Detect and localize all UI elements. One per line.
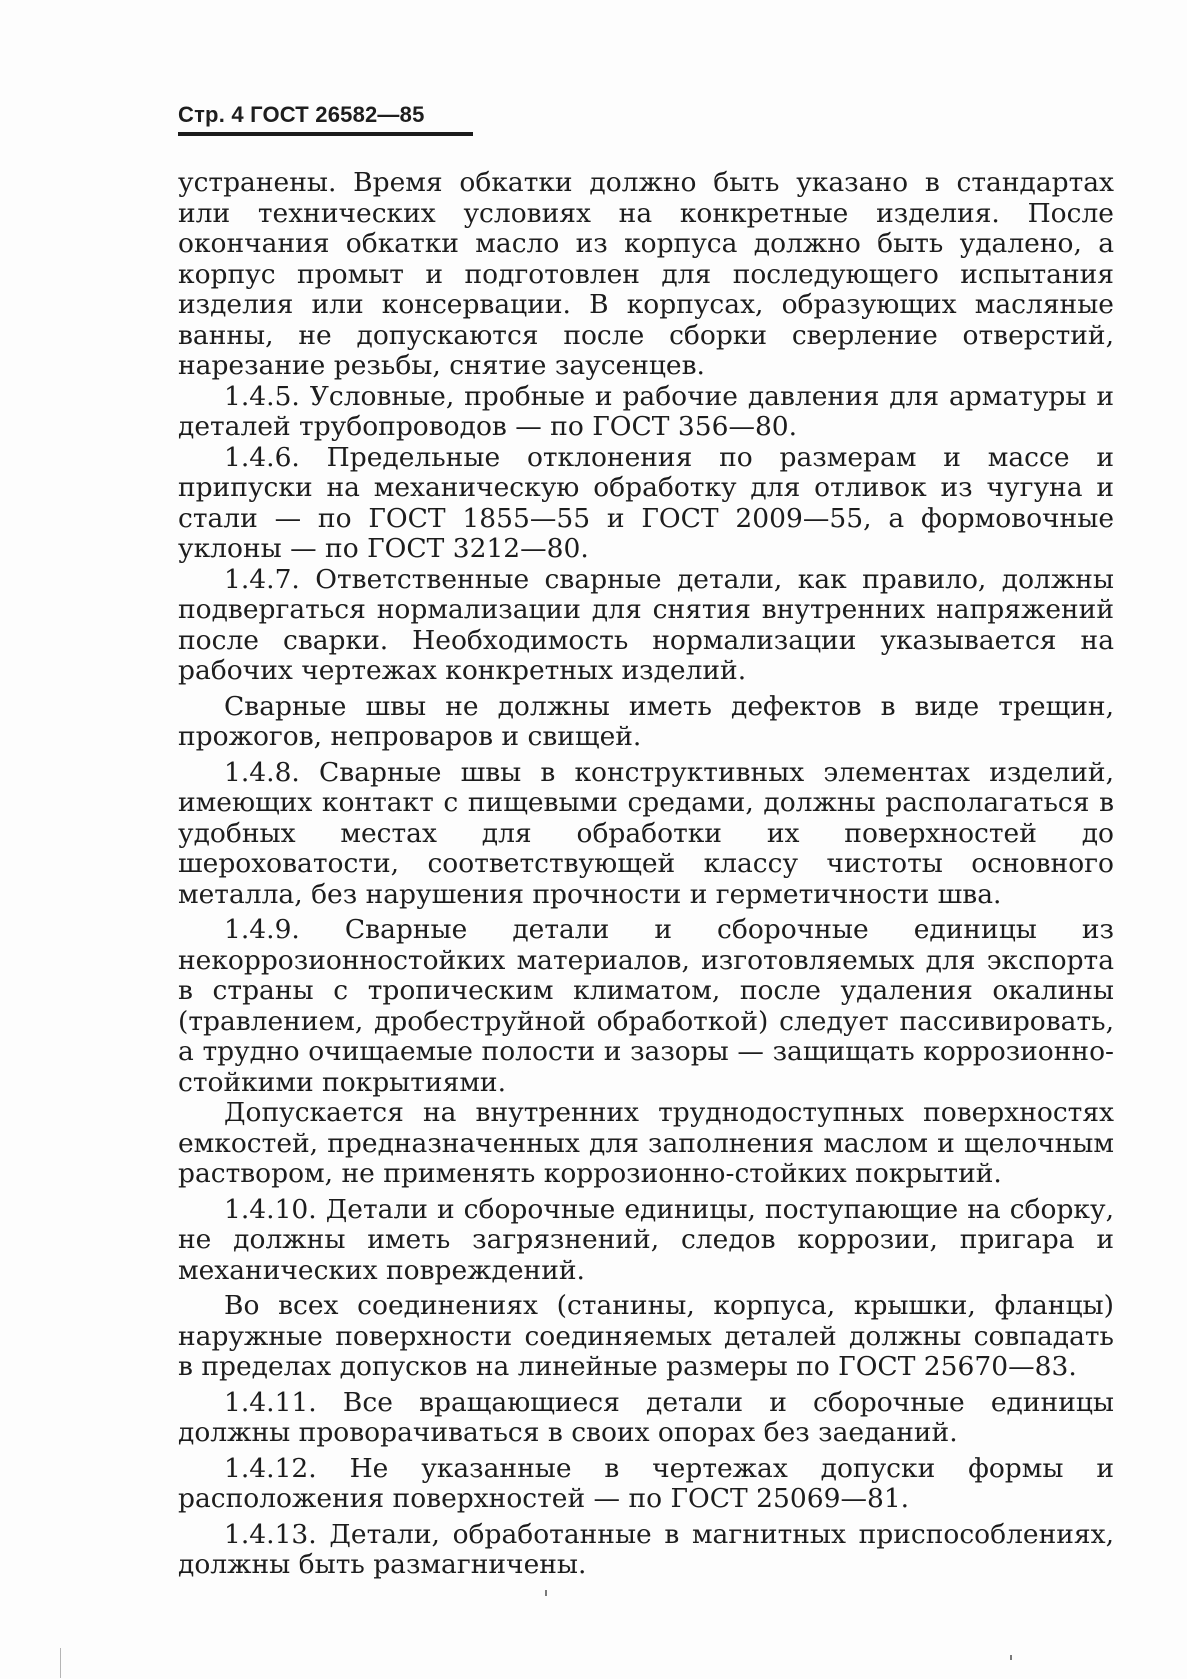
paragraph-allowed-coatings: Допускается на внутренних труднодоступных поверхностях емкостей, предназначенных для заполнения маслом и щелочным раствором, не применять коррозионно-стойких покрытий. (178, 1097, 1114, 1189)
header-rule (178, 132, 473, 136)
paragraph-continuation: устранены. Время обкатки должно быть указано в стандартах или технических условиях на конкретные изделия. После окончания обкатки масло из корпуса должно быть удалено, а корпус промыт и подготовлен для последующего испытания изделия или консервации. В корпусах, образующих масляные ванны, не допускаются после сборки сверление отверстий, нарезание резьбы, снятие заусенцев. (178, 167, 1114, 381)
body-text (178, 168, 1114, 1581)
paragraph-1-4-9: 1.4.9. Сварные детали и сборочные единицы из некоррозионностойких материалов, изготовляемых для экспорта в страны с тропическим климатом, после удаления окалины (травлением, дробеструйной обработкой) следует пассивировать, а трудно очищаемые полости и зазоры — защищать коррозионно-стойкими покрытиями. (178, 914, 1114, 1098)
scan-speck (1010, 1655, 1012, 1660)
paragraph-1-4-12: 1.4.12. Не указанные в чертежах допуски формы и расположения поверхностей — по ГОСТ 25069—81. (178, 1452, 1114, 1514)
paragraph-1-4-7: 1.4.7. Ответственные сварные детали, как правило, должны подвергаться нормализации для снятия внутренних напряжений после сварки. Необходимость нормализации указывается на рабочих чертежах конкретных изделий. (178, 563, 1114, 686)
paragraph-welds-defects: Сварные швы не должны иметь дефектов в виде трещин, прожогов, непроваров и свищей. (178, 690, 1114, 752)
paragraph-1-4-8: 1.4.8. Сварные швы в конструктивных элементах изделий, имеющих контакт с пищевыми средами, должны располагаться в удобных местах для обработки их поверхностей до шероховатости, соответствующей классу чистоты основного металла, без нарушения прочности и герметичности шва. (178, 756, 1114, 910)
paragraph-1-4-13: 1.4.13. Детали, обработанные в магнитных приспособлениях, должны быть размагничены. (178, 1518, 1114, 1580)
scan-speck (545, 1590, 547, 1596)
paragraph-1-4-5: 1.4.5. Условные, пробные и рабочие давления для арматуры и деталей трубопроводов — по ГОСТ 356—80. (178, 380, 1114, 442)
scan-margin-mark (60, 1648, 61, 1678)
paragraph-1-4-11: 1.4.11. Все вращающиеся детали и сборочные единицы должны проворачиваться в своих опорах без заеданий. (178, 1386, 1114, 1448)
page-header: Стр. 4 ГОСТ 26582—85 (178, 102, 425, 127)
paragraph-1-4-6: 1.4.6. Предельные отклонения по размерам и массе и припуски на механическую обработку для отливок из чугуна и стали — по ГОСТ 1855—55 и ГОСТ 2009—55, а формовочные уклоны — по ГОСТ 3212—80. (178, 441, 1114, 564)
paragraph-connections: Во всех соединениях (станины, корпуса, крышки, фланцы) наружные поверхности соединяемых деталей должны совпадать в пределах допусков на линейные размеры по ГОСТ 25670—83. (178, 1290, 1114, 1382)
paragraph-1-4-10: 1.4.10. Детали и сборочные единицы, поступающие на сборку, не должны иметь загрязнений, следов коррозии, пригара и механических повреждений. (178, 1193, 1114, 1286)
